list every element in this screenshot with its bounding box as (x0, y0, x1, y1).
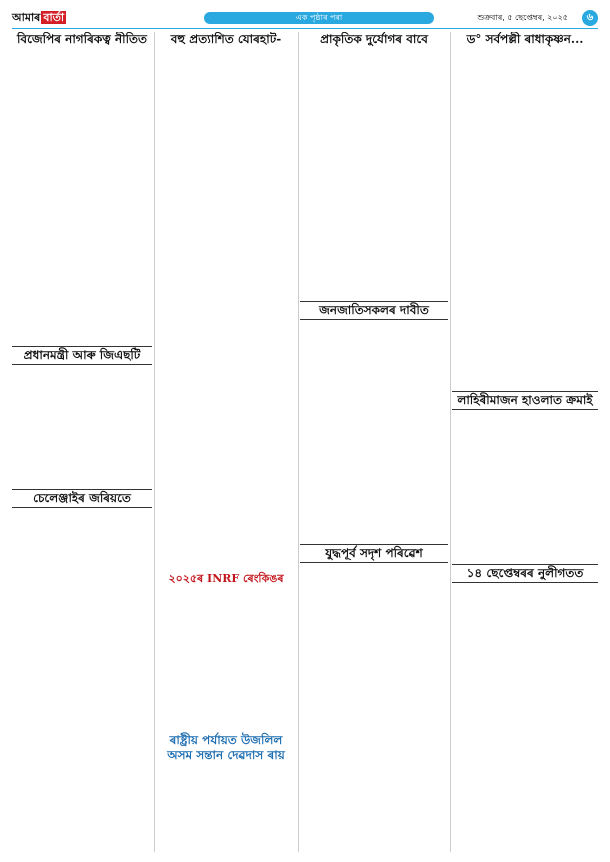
logo-text-left: আমাৰ (12, 11, 41, 24)
article-lahiri (452, 391, 598, 410)
page-number: ৬ (582, 10, 598, 26)
article-body (12, 59, 152, 64)
article-jorhat (156, 32, 296, 47)
article-disaster (300, 32, 448, 47)
article-body (12, 50, 152, 55)
feature-callout (156, 733, 296, 763)
article-radhakrishnan (452, 32, 598, 47)
article-text-block (300, 51, 448, 301)
article-headline: প্ৰধানমন্ত্ৰী আৰু জিএছটি (12, 346, 152, 365)
continuation-banner: এক পৃষ্ঠাৰ পৰা (204, 12, 434, 24)
article-headline: প্ৰাকৃতিক দুৰ্যোগৰ বাবে (320, 32, 428, 46)
masthead (12, 10, 598, 26)
column-divider (154, 32, 155, 852)
callout-line-2: অসম সন্তান দেৱদাস ৰায় (167, 748, 285, 762)
article-inrf (156, 571, 296, 586)
article-text-block (452, 51, 598, 391)
column-3 (300, 32, 448, 852)
article-headline: যুদ্ধপূৰ্ব সদৃশ পৰিৱেশ (300, 544, 448, 563)
logo-text-right: বাৰ্তা (43, 11, 65, 24)
article-challenge (12, 489, 152, 508)
article-headline: জনজাতিসকলৰ দাবীত (300, 301, 448, 320)
article-text-block (12, 369, 152, 489)
article-headline: ১৪ ছেপ্তেম্বৰৰ নুলীগতত (452, 564, 598, 583)
article-text-block (452, 414, 598, 564)
article-headline: ২০২৫ৰ INRF ৰেংকিঙৰ (168, 572, 284, 585)
article-text-block (156, 51, 296, 571)
column-2 (156, 32, 296, 852)
article-sept14 (452, 564, 598, 583)
callout-line-1: ৰাষ্ট্ৰীয় পৰ্যায়ত উজলিল (169, 733, 283, 747)
article-text-block (12, 68, 152, 346)
header-rule (12, 28, 598, 29)
article-war (300, 544, 448, 563)
article-headline: বিজেপিৰ নাগৰিকত্ব নীতিত (16, 32, 148, 46)
article-text-block (156, 590, 296, 730)
article-text-block (300, 324, 448, 544)
article-headline: ড° সৰ্বপল্লী ৰাধাকৃষ্ণন... (466, 32, 584, 46)
date-line: শুক্ৰবাৰ, ৫ ছেপ্তেম্বৰ, ২০২৫ (477, 13, 568, 22)
article-citizenship (12, 32, 152, 64)
column-4 (452, 32, 598, 852)
article-headline: বহু প্ৰত্যাশিত যোৰহাট- (170, 32, 282, 46)
article-tribal (300, 301, 448, 320)
newspaper-logo (12, 10, 65, 25)
column-divider (450, 32, 451, 852)
column-divider (298, 32, 299, 852)
article-pm-gst (12, 346, 152, 365)
article-headline: লাহিৰীমাজন হাওলাত ক্ৰমাই (452, 391, 598, 410)
article-headline: চেলেঞ্জাইৰ জৰিয়তে (12, 489, 152, 508)
column-1 (12, 32, 152, 852)
